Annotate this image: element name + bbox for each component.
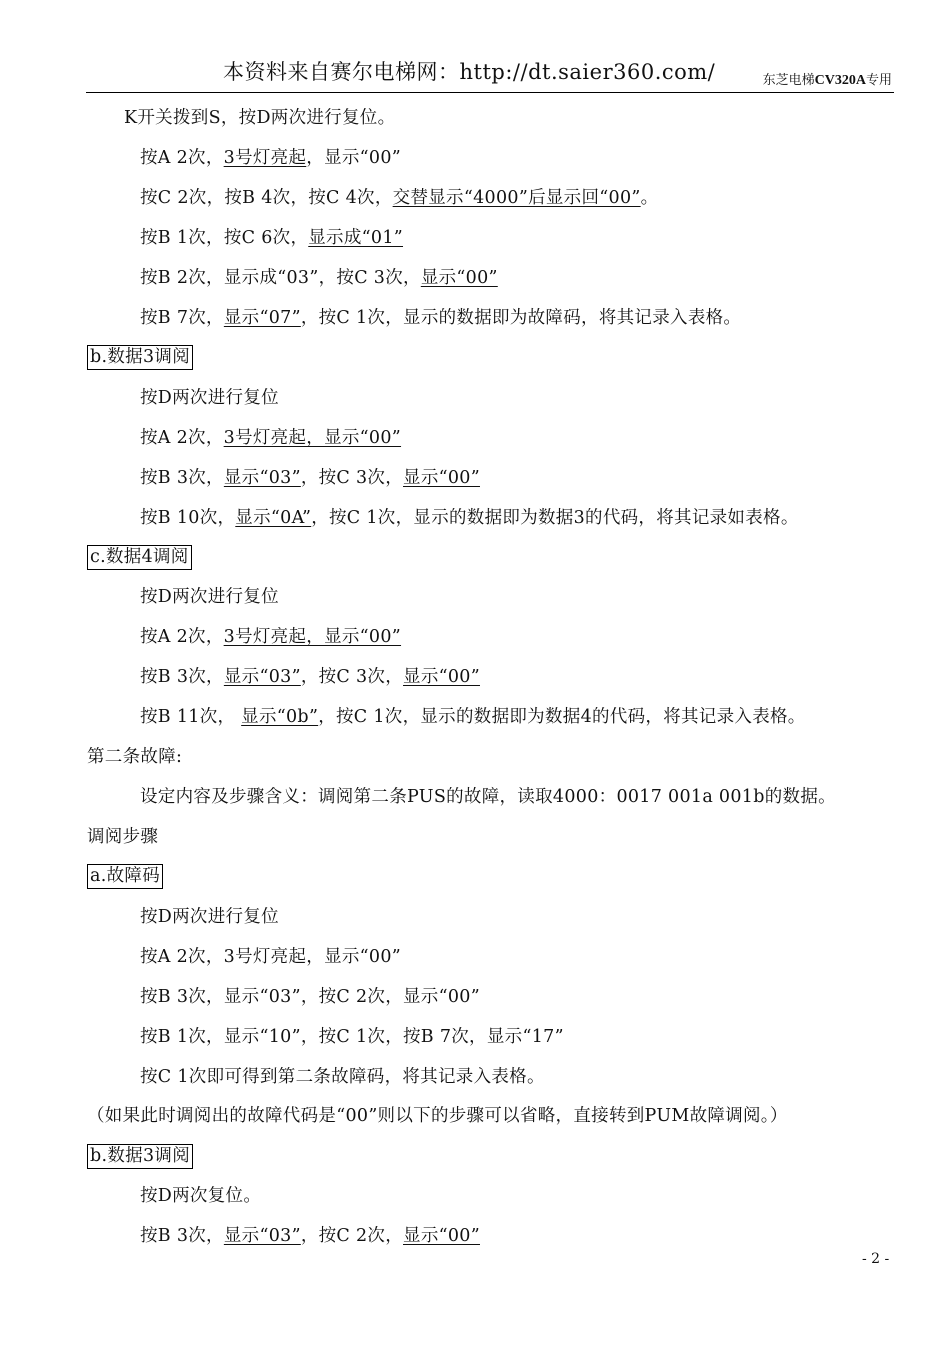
text-line	[140, 985, 480, 1009]
boxed-label	[87, 345, 193, 370]
text-segment: b.数据3调阅	[90, 1146, 190, 1166]
text-segment: ，按C 1次，显示的数据即为数据4的代码，将其记录入表格。	[318, 707, 806, 727]
brand-model: CV320A	[814, 73, 866, 88]
underlined-text: 显示“00”	[403, 468, 480, 488]
text-segment: 按D两次进行复位	[140, 907, 279, 927]
text-segment: ，按C 1次，显示的数据即为故障码，将其记录入表格。	[300, 308, 742, 328]
text-segment: 按B 1次，按C 6次，	[140, 228, 309, 248]
underlined-text: 显示“03”	[223, 667, 301, 687]
text-line	[140, 585, 279, 609]
section-heading	[87, 1144, 193, 1169]
text-line	[140, 1224, 480, 1248]
underlined-text: 显示“00”	[403, 1226, 480, 1246]
text-segment: 按B 3次，	[140, 667, 224, 687]
text-segment: ，按C 3次，	[300, 468, 404, 488]
text-segment: 按D两次进行复位	[140, 388, 279, 408]
text-segment: 按B 1次，显示“10”，按C 1次，按B 7次，显示“17”	[140, 1027, 564, 1047]
underlined-text: 显示“03”	[223, 468, 301, 488]
text-line	[140, 226, 403, 250]
text-line	[140, 306, 741, 330]
page-number: - 2 -	[862, 1251, 890, 1267]
text-segment: 调阅步骤	[87, 827, 159, 847]
text-line	[140, 506, 799, 530]
text-segment: 按B 7次，	[140, 308, 224, 328]
text-line	[140, 905, 279, 929]
text-segment: 按C 1次即可得到第二条故障码，将其记录入表格。	[140, 1067, 545, 1087]
text-segment: 按D两次进行复位	[140, 587, 279, 607]
text-line	[140, 625, 401, 649]
underlined-text: 交替显示“4000”后显示回“00”	[392, 188, 641, 208]
text-segment: 第二条故障:	[87, 747, 183, 767]
brand-prefix: 东芝电梯	[762, 73, 815, 88]
text-line	[140, 466, 480, 490]
text-segment: 按A 2次，	[140, 428, 224, 448]
text-segment: K开关拨到S，按D两次进行复位。	[124, 108, 396, 128]
underlined-text: 3号灯亮起，显示“00”	[223, 428, 402, 448]
text-segment: c.数据4调阅	[90, 547, 189, 567]
text-segment: 按B 2次，显示成“03”，按C 3次，	[140, 268, 421, 288]
text-segment: 按B 10次，	[140, 508, 236, 528]
text-line	[140, 146, 401, 170]
text-line	[140, 785, 836, 809]
page-header	[86, 56, 894, 93]
text-line	[140, 705, 806, 729]
text-line	[140, 1065, 545, 1089]
underlined-text: 3号灯亮起，显示“00”	[223, 627, 402, 647]
underlined-text: 显示“03”	[223, 1226, 301, 1246]
text-line	[87, 745, 182, 769]
section-heading	[87, 864, 163, 889]
text-line	[140, 1184, 261, 1208]
text-segment: 按A 2次，3号灯亮起，显示“00”	[140, 947, 402, 967]
text-segment: 按A 2次，	[140, 148, 224, 168]
text-segment: 按B 3次，	[140, 468, 224, 488]
text-segment: 设定内容及步骤含义：调阅第二条PUS的故障，读取4000：0017 001a 001b的数据。	[140, 787, 836, 807]
text-line	[87, 825, 158, 849]
boxed-label	[87, 864, 163, 889]
boxed-label	[87, 1144, 193, 1169]
text-line	[140, 665, 480, 689]
text-line	[140, 186, 658, 210]
text-segment: 按C 2次，按B 4次，按C 4次，	[140, 188, 393, 208]
text-line	[124, 106, 395, 130]
text-segment: 。	[640, 188, 659, 208]
text-line	[140, 386, 279, 410]
source-text: 本资料来自赛尔电梯网：http://dt.saier360.com/	[223, 60, 716, 84]
section-heading	[87, 545, 192, 570]
text-segment: b.数据3调阅	[90, 347, 190, 367]
underlined-text: 显示“0b”	[241, 707, 319, 727]
brand-suffix: 专用	[865, 73, 892, 88]
text-line	[140, 1025, 564, 1049]
underlined-text: 显示“00”	[420, 268, 498, 288]
text-line	[140, 945, 401, 969]
text-segment: ，按C 2次，	[300, 1226, 404, 1246]
text-segment: 按B 3次，显示“03”，按C 2次，显示“00”	[140, 987, 480, 1007]
text-segment: ，按C 3次，	[300, 667, 404, 687]
text-line	[140, 426, 401, 450]
boxed-label	[87, 545, 192, 570]
text-segment: 按B 3次，	[140, 1226, 224, 1246]
section-heading	[87, 345, 193, 370]
text-segment: 按D两次复位。	[140, 1186, 262, 1206]
text-line	[87, 1104, 788, 1128]
text-segment: ，按C 1次，显示的数据即为数据3的代码，将其记录如表格。	[311, 508, 799, 528]
text-segment: ，显示“00”	[306, 148, 402, 168]
underlined-text: 显示“0A”	[235, 508, 312, 528]
text-line	[140, 266, 498, 290]
underlined-text: 显示“00”	[403, 667, 480, 687]
text-segment: （如果此时调阅出的故障代码是“00”则以下的步骤可以省略，直接转到PUM故障调阅。）	[87, 1106, 788, 1126]
brand-label	[763, 69, 892, 89]
text-segment: 按A 2次，	[140, 627, 224, 647]
underlined-text: 3号灯亮起	[223, 148, 307, 168]
underlined-text: 显示成“01”	[308, 228, 404, 248]
underlined-text: 显示“07”	[223, 308, 301, 328]
text-segment: a.故障码	[90, 866, 160, 886]
text-segment: 按B 11次，	[140, 707, 242, 727]
